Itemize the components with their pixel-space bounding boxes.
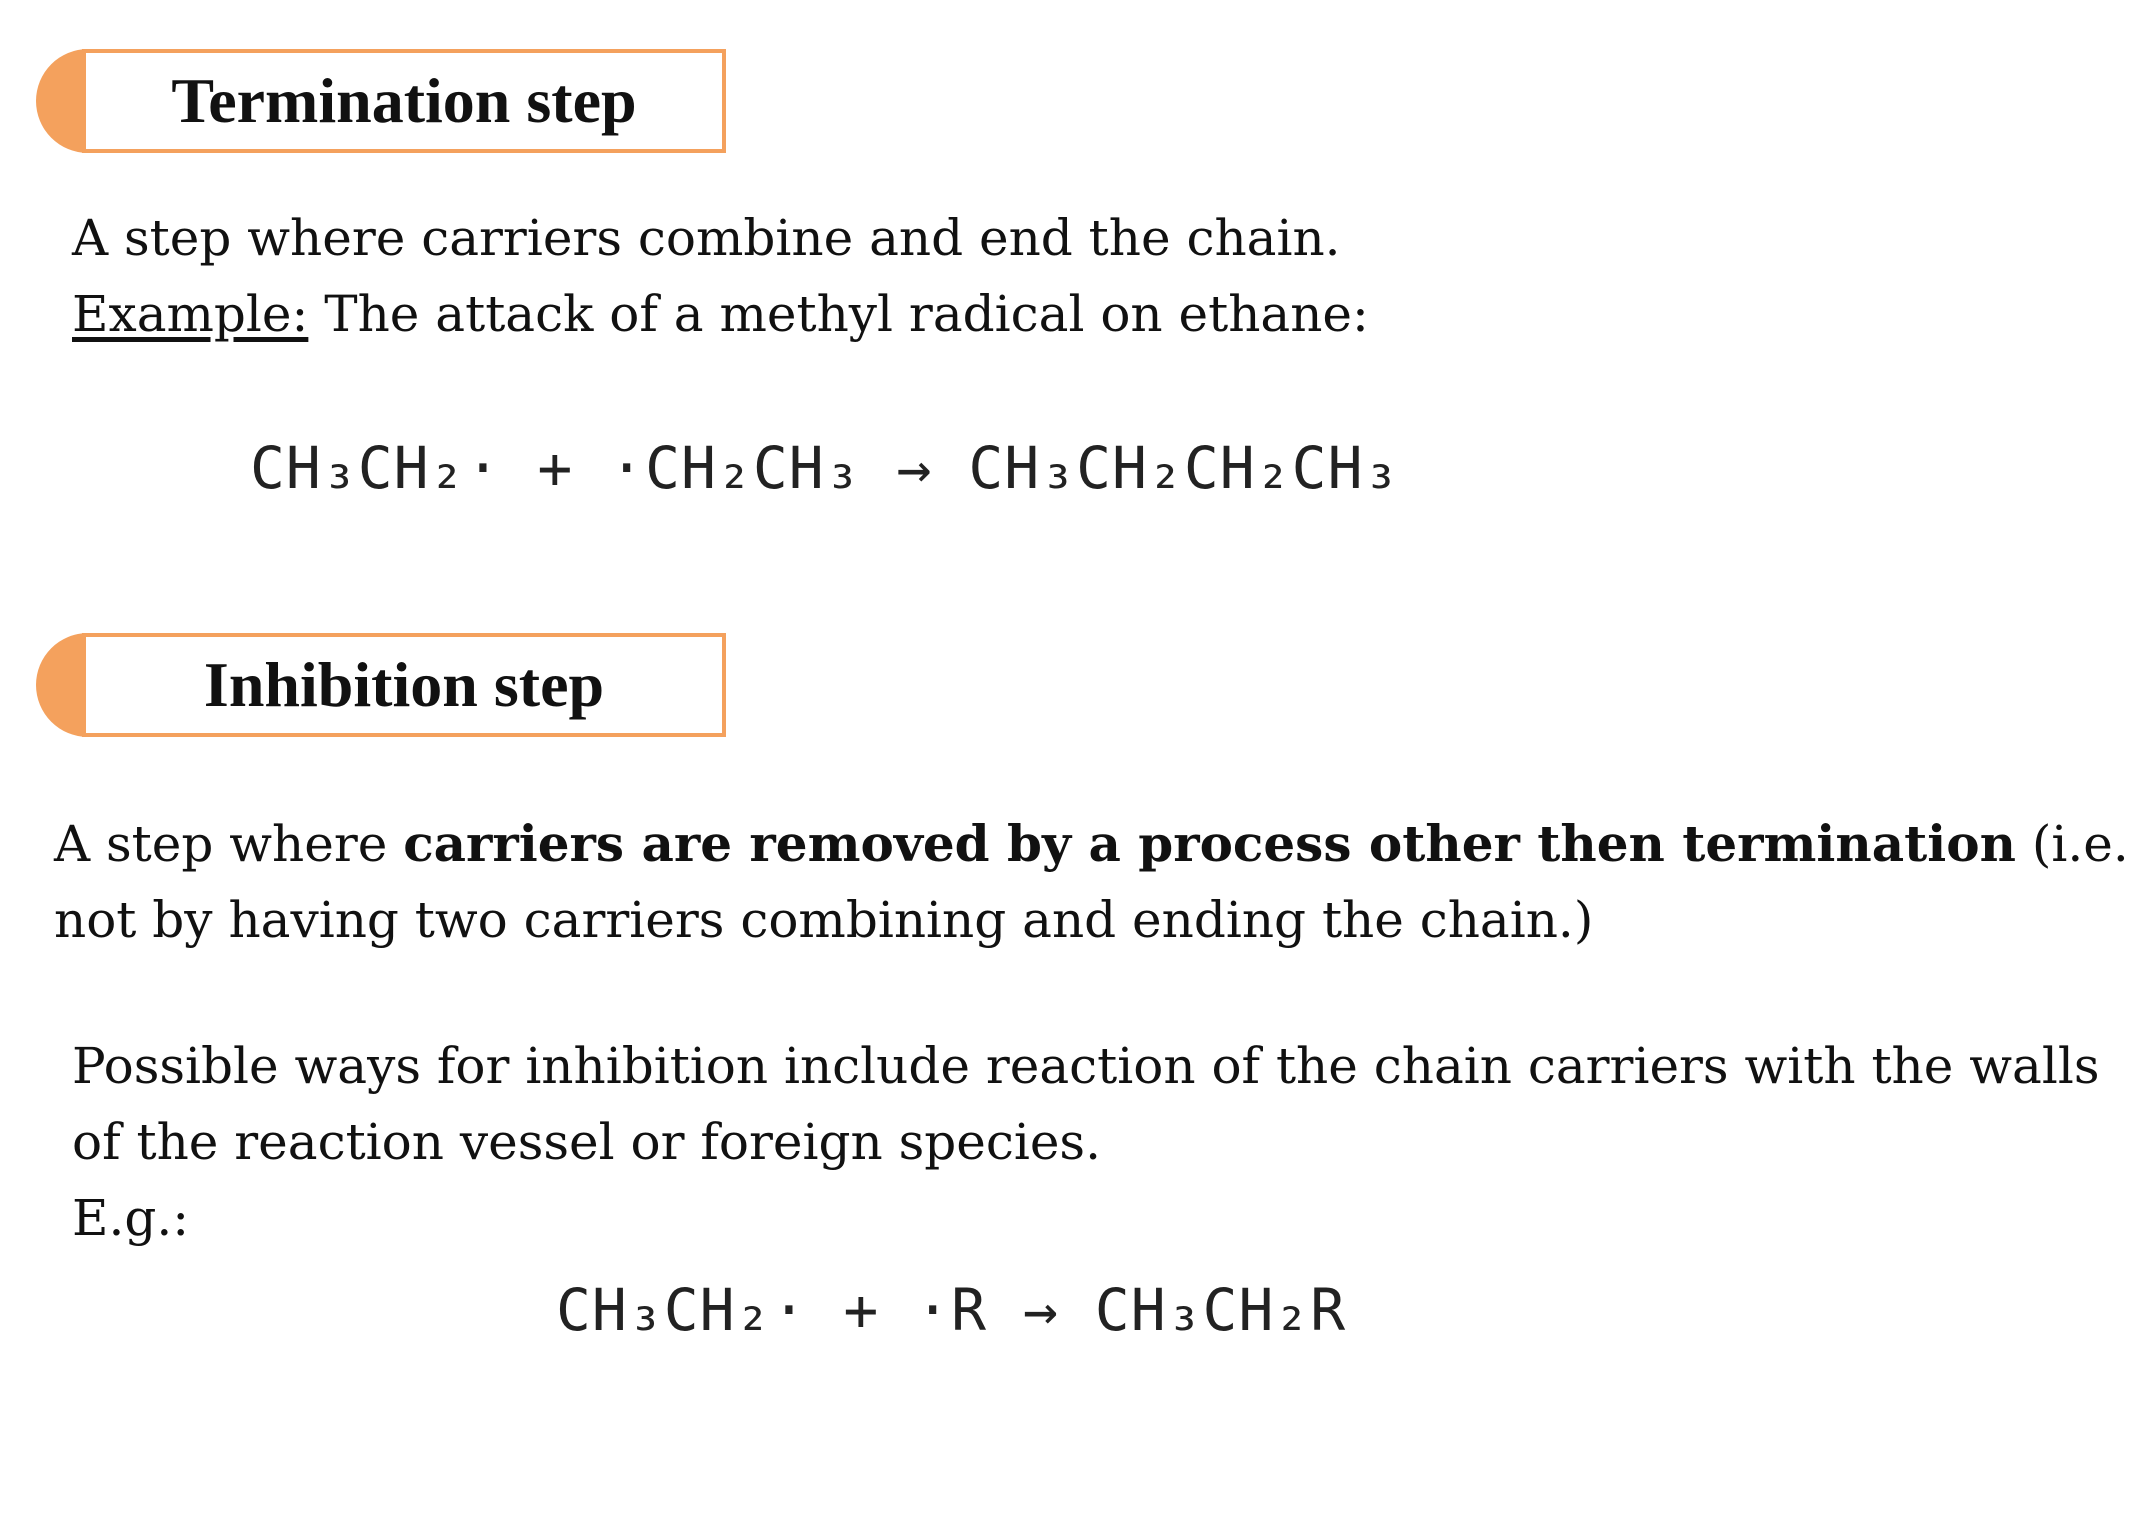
inhibition-description-line1 — [54, 806, 2129, 882]
header-box — [82, 633, 726, 737]
termination-title: Termination step — [171, 65, 637, 136]
header-box — [82, 49, 726, 153]
inhibition-desc-pre: A step where — [54, 815, 404, 873]
inhibition-equation: CH₃CH₂· + ·R → CH₃CH₂R — [556, 1276, 1347, 1344]
termination-example-line — [72, 276, 1369, 352]
inhibition-title: Inhibition step — [203, 649, 605, 720]
inhibition-ways-line2: of the reaction vessel or foreign species. — [72, 1113, 1101, 1171]
inhibition-description-line2: not by having two carriers combining and ending the chain.) — [54, 891, 1594, 949]
inhibition-ways-line1: Possible ways for inhibition include reaction of the chain carriers with the walls — [72, 1037, 2100, 1095]
example-label: Example: — [72, 285, 309, 343]
example-text: The attack of a methyl radical on ethane: — [308, 285, 1369, 343]
inhibition-header — [36, 633, 726, 737]
inhibition-desc-bold: carriers are removed by a process other then termination — [403, 814, 2016, 873]
termination-description: A step where carriers combine and end the chain. — [72, 209, 1341, 267]
termination-equation: CH₃CH₂· + ·CH₂CH₃ → CH₃CH₂CH₂CH₃ — [250, 434, 1400, 502]
inhibition-desc-post: (i.e. — [2015, 815, 2129, 873]
termination-header — [36, 49, 726, 153]
inhibition-eg-label: E.g.: — [72, 1189, 190, 1247]
